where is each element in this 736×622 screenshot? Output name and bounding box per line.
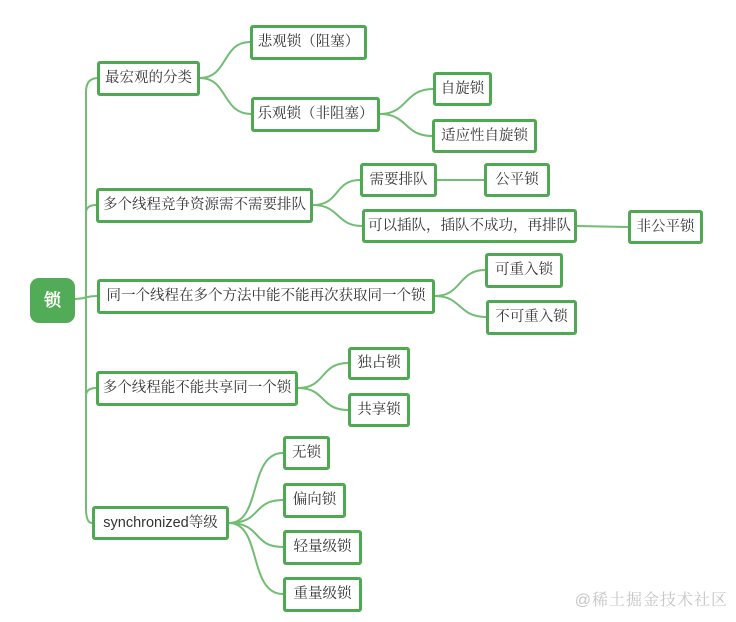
connector (380, 114, 432, 136)
connector (380, 89, 433, 114)
connector (229, 523, 283, 547)
mindmap-node-reentrant-question[interactable]: 同一个线程在多个方法中能不能再次获取同一个锁 (97, 279, 435, 314)
mindmap-node-adaptive-spin-lock[interactable]: 适应性自旋锁 (432, 119, 537, 153)
mindmap-node-reentrant-lock[interactable]: 可重入锁 (485, 253, 563, 288)
connector (577, 226, 628, 227)
mindmap-node-shared-lock[interactable]: 共享锁 (348, 393, 410, 427)
connector (200, 42, 250, 78)
connector (298, 363, 348, 388)
watermark-text: @稀土掘金技术社区 (574, 592, 728, 609)
mindmap-node-can-jump-queue[interactable]: 可以插队，插队不成功，再排队 (362, 209, 577, 243)
mindmap-node-fair-lock[interactable]: 公平锁 (484, 163, 550, 197)
mindmap-node-non-reentrant-lock[interactable]: 不可重入锁 (486, 300, 577, 335)
mindmap-node-need-queue[interactable]: 需要排队 (360, 163, 437, 197)
mindmap-node-biased-lock[interactable]: 偏向锁 (283, 483, 346, 518)
mindmap-node-no-lock[interactable]: 无锁 (283, 436, 330, 470)
connector (229, 500, 283, 523)
mindmap-node-optimistic-lock[interactable]: 乐观锁（非阻塞） (251, 97, 380, 132)
mindmap-node-classification[interactable]: 最宏观的分类 (97, 61, 200, 96)
connector (313, 180, 360, 205)
connector (298, 388, 348, 410)
mindmap-node-pessimistic-lock[interactable]: 悲观锁（阻塞） (250, 25, 367, 60)
mindmap-node-root[interactable]: 锁 (30, 278, 75, 323)
mindmap-node-heavyweight-lock[interactable]: 重量级锁 (283, 577, 362, 612)
mindmap-node-synchronized-levels[interactable]: synchronized等级 (92, 506, 229, 540)
connector (435, 296, 486, 317)
mindmap-node-lightweight-lock[interactable]: 轻量级锁 (283, 530, 362, 565)
mindmap-node-share-question[interactable]: 多个线程能不能共享同一个锁 (96, 371, 298, 406)
connector (313, 205, 362, 226)
mindmap-node-spin-lock[interactable]: 自旋锁 (433, 72, 492, 106)
mindmap-node-unfair-lock[interactable]: 非公平锁 (628, 210, 703, 244)
mindmap-node-queue-question[interactable]: 多个线程竞争资源需不需要排队 (96, 188, 313, 223)
connector (86, 388, 96, 396)
mindmap-node-exclusive-lock[interactable]: 独占锁 (348, 347, 410, 380)
connector (435, 270, 485, 296)
connector (86, 205, 96, 213)
connector (200, 78, 251, 114)
